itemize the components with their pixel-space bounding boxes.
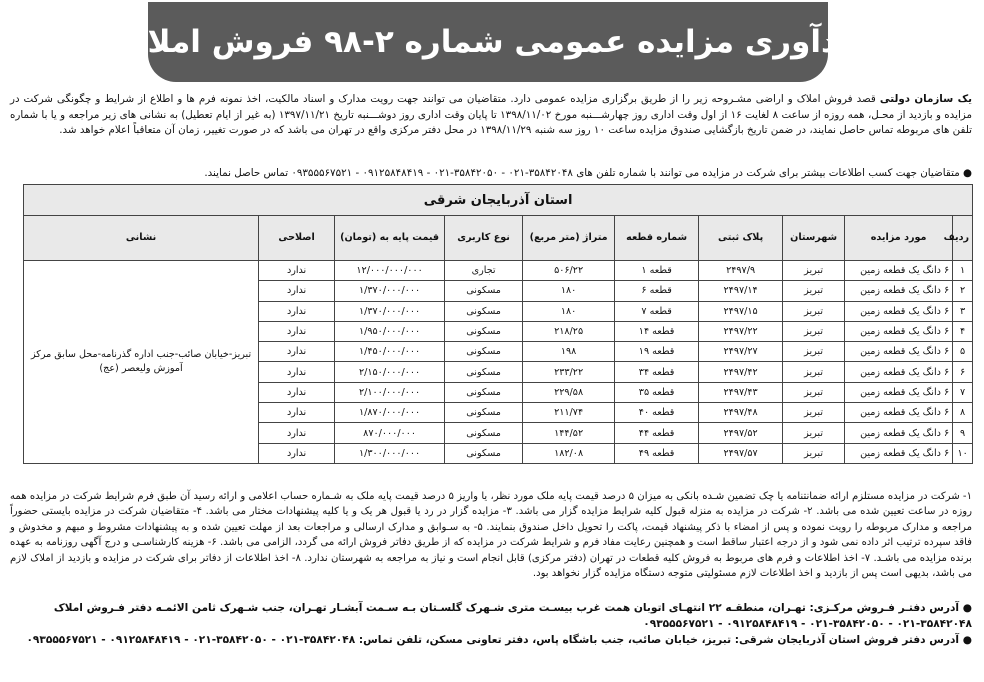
table-cell-fix: ندارد <box>259 443 335 463</box>
table-cell-price: ۱/۹۵۰/۰۰۰/۰۰۰ <box>335 321 445 341</box>
table-cell-piece: قطعه ۳۴ <box>615 362 699 382</box>
table-cell-piece: قطعه ۴۴ <box>615 423 699 443</box>
table-cell-use: مسکونی <box>445 382 523 402</box>
table-cell-city: تبریز <box>783 342 845 362</box>
table-cell-item: ۶ دانگ یک قطعه زمین <box>845 382 953 402</box>
table-cell-fix: ندارد <box>259 281 335 301</box>
table-cell-item: ۶ دانگ یک قطعه زمین <box>845 423 953 443</box>
table-cell-plak: ۲۴۹۷/۱۵ <box>699 301 783 321</box>
table-cell-fix: ندارد <box>259 261 335 281</box>
col-header: ردیف <box>953 216 973 261</box>
table-cell-n: ۱ <box>953 261 973 281</box>
table-cell-city: تبریز <box>783 281 845 301</box>
table-cell-city: تبریز <box>783 443 845 463</box>
contact-note: ● متقاضیان جهت کسب اطلاعات بیشتر برای شرکت در مزایده می توانند با شماره تلفن های ۳۵۸۴۲۰۴۸-۰۲۱ - ۳۵۸۴۲۰۵۰-۰۲۱ - ۰۹۱۲۵۸۴۸۴۱۹ - ۰۹۳۵۵۵۶۷۵۲۱ تماس حاصل نمایند. <box>204 167 972 179</box>
table-cell-plak: ۲۴۹۷/۴۳ <box>699 382 783 402</box>
table-cell-city: تبریز <box>783 382 845 402</box>
address-block <box>10 600 972 648</box>
table-cell-item: ۶ دانگ یک قطعه زمین <box>845 443 953 463</box>
province-header: استان آذربایجان شرقی <box>24 185 973 216</box>
table-cell-use: تجاری <box>445 261 523 281</box>
table-cell-piece: قطعه ۷ <box>615 301 699 321</box>
table-cell-piece: قطعه ۴۹ <box>615 443 699 463</box>
auction-table-wrapper <box>23 184 972 484</box>
table-cell-fix: ندارد <box>259 321 335 341</box>
table-cell-plak: ۲۴۹۷/۴۸ <box>699 403 783 423</box>
table-cell-plak: ۲۴۹۷/۱۴ <box>699 281 783 301</box>
table-cell-city: تبریز <box>783 261 845 281</box>
table-cell-price: ۱۲/۰۰۰/۰۰۰/۰۰۰ <box>335 261 445 281</box>
table-cell-city: تبریز <box>783 362 845 382</box>
table-cell-use: مسکونی <box>445 362 523 382</box>
col-header: متراژ (متر مربع) <box>523 216 615 261</box>
table-cell-fix: ندارد <box>259 362 335 382</box>
table-cell-use: مسکونی <box>445 301 523 321</box>
table-cell-area: ۲۱۸/۲۵ <box>523 321 615 341</box>
table-cell-n: ۱۰ <box>953 443 973 463</box>
table-cell-price: ۲/۱۵۰/۰۰۰/۰۰۰ <box>335 362 445 382</box>
table-cell-fix: ندارد <box>259 301 335 321</box>
table-cell-n: ۶ <box>953 362 973 382</box>
table-cell-plak: ۲۴۹۷/۴۲ <box>699 362 783 382</box>
table-cell-fix: ندارد <box>259 423 335 443</box>
table-cell-item: ۶ دانگ یک قطعه زمین <box>845 321 953 341</box>
col-header: شماره قطعه <box>615 216 699 261</box>
table-cell-area: ۲۲۹/۵۸ <box>523 382 615 402</box>
col-header: اصلاحی <box>259 216 335 261</box>
table-cell-n: ۸ <box>953 403 973 423</box>
table-cell-area: ۲۱۱/۷۴ <box>523 403 615 423</box>
table-cell-fix: ندارد <box>259 403 335 423</box>
table-cell-n: ۴ <box>953 321 973 341</box>
table-cell-item: ۶ دانگ یک قطعه زمین <box>845 281 953 301</box>
table-cell-n: ۹ <box>953 423 973 443</box>
table-cell-use: مسکونی <box>445 321 523 341</box>
table-cell-item: ۶ دانگ یک قطعه زمین <box>845 301 953 321</box>
auction-table <box>23 184 973 464</box>
terms-paragraph <box>10 489 972 581</box>
table-cell-area: ۵۰۶/۲۲ <box>523 261 615 281</box>
table-cell-use: مسکونی <box>445 403 523 423</box>
table-cell-city: تبریز <box>783 301 845 321</box>
central-office-address: ● آدرس دفتـر فـروش مرکـزی: تهـران، منطقـه ۲۲ انتهـای اتوبان همت غرب بیسـت متری شـهرک گلسـتان بـه سـمت آبشـار تهـران، جنب شـهرک ثامن الائمـه دفتر فـروش املاک ۳۵۸۴۲۰۴۸-۰۲۱ - ۳۵۸۴۲۰۵۰-۰۲۱ - ۰۹۱۲۵۸۴۸۴۱۹ - ۰۹۳۵۵۵۶۷۵۲۱ <box>53 602 972 630</box>
table-cell-plak: ۲۴۹۷/۹ <box>699 261 783 281</box>
table-cell-price: ۲/۱۰۰/۰۰۰/۰۰۰ <box>335 382 445 402</box>
property-address: تبریز-خیابان صائب-جنب اداره گذرنامه-محل سابق مرکز آموزش ولیعصر (عج) <box>24 261 259 464</box>
table-cell-area: ۱۸۰ <box>523 301 615 321</box>
table-cell-price: ۱/۳۰۰/۰۰۰/۰۰۰ <box>335 443 445 463</box>
table-cell-area: ۱۸۰ <box>523 281 615 301</box>
table-cell-plak: ۲۴۹۷/۵۷ <box>699 443 783 463</box>
table-cell-area: ۱۴۴/۵۲ <box>523 423 615 443</box>
table-cell-use: مسکونی <box>445 342 523 362</box>
table-cell-fix: ندارد <box>259 382 335 402</box>
table-cell-piece: قطعه ۱۴ <box>615 321 699 341</box>
table-cell-city: تبریز <box>783 321 845 341</box>
col-header: شهرستان <box>783 216 845 261</box>
table-cell-piece: قطعه ۱۹ <box>615 342 699 362</box>
table-cell-price: ۱/۴۵۰/۰۰۰/۰۰۰ <box>335 342 445 362</box>
table-cell-use: مسکونی <box>445 423 523 443</box>
table-cell-n: ۵ <box>953 342 973 362</box>
table-cell-item: ۶ دانگ یک قطعه زمین <box>845 362 953 382</box>
table-cell-area: ۱۹۸ <box>523 342 615 362</box>
intro-text: قصد فروش املاک و اراضی مشـروحه زیر را از طریق برگزاری مزایده عمومی دارد. متقاضیان می توانند جهت رویت مدارک و اسناد مالکیت، اخذ نمونه فرم ها و اطلاع از شرایط و چگونگی شرکت در مزایده و بازدید از محـل، همه روزه از ساعت ۸ لغایت ۱۶ از اول وقت اداری روز چهارشـــنبه مورخ ۱۳۹۸/۱۱/۰۲ تا پایان وقت اداری روز دوشـــنبه تاریخ ۱۳۹۷/۱۱/۲۱ (به غیر از ایام تعطیل) به نشانی های زیر مراجعه و یا با شماره تلفن های مربوطه تماس حاصل نمایند، در ضمن تاریخ بازگشایی صندوق مزایده ساعت ۱۰ روز سه شنبه ۱۳۹۸/۱۱/۲۹ در محل دفتر مرکزی واقع در تهران می باشد که در صورت تغییر، زمان آن متعاقباً اعلام خواهد شد. <box>10 93 973 137</box>
table-cell-piece: قطعه ۴۰ <box>615 403 699 423</box>
table-cell-price: ۱/۳۷۰/۰۰۰/۰۰۰ <box>335 281 445 301</box>
table-body <box>24 261 973 464</box>
table-cell-n: ۳ <box>953 301 973 321</box>
table-cell-n: ۲ <box>953 281 973 301</box>
table-cell-plak: ۲۴۹۷/۵۲ <box>699 423 783 443</box>
table-cell-piece: قطعه ۱ <box>615 261 699 281</box>
province-office-address: ● آدرس دفتر فروش استان آذربایجان شرقی: تبریز، خیابان صائب، جنب باشگاه پاس، دفتر تعاونی مسکن، تلفن تماس: ۳۵۸۴۲۰۴۸-۰۲۱ - ۳۵۸۴۲۰۵۰-۰۲۱ - ۰۹۱۲۵۸۴۸۴۱۹ - ۰۹۳۵۵۵۶۷۵۲۱ <box>26 634 972 646</box>
intro-paragraph <box>10 92 972 139</box>
table-cell-item: ۶ دانگ یک قطعه زمین <box>845 261 953 281</box>
table-cell-n: ۷ <box>953 382 973 402</box>
table-cell-city: تبریز <box>783 403 845 423</box>
table-cell-price: ۸۷۰/۰۰۰/۰۰۰ <box>335 423 445 443</box>
col-header: نشانی <box>24 216 259 261</box>
table-cell-fix: ندارد <box>259 342 335 362</box>
table-cell-city: تبریز <box>783 423 845 443</box>
table-cell-piece: قطعه ۳۵ <box>615 382 699 402</box>
table-cell-item: ۶ دانگ یک قطعه زمین <box>845 403 953 423</box>
table-cell-plak: ۲۴۹۷/۲۲ <box>699 321 783 341</box>
col-header: نوع کاربری <box>445 216 523 261</box>
table-cell-plak: ۲۴۹۷/۲۷ <box>699 342 783 362</box>
terms-text: ۱- شرکت در مزایده مستلزم ارائه ضمانتنامه یا چک تضمین شـده بانکی به میزان ۵ درصد قیمت پایه ملک مورد نظر، یا واریز ۵ درصد قیمت پایه ملک به شـماره حساب اعلامی و ارائه رسید آن طبق فرم شرایط شرکت در مزایده همه روزه در ساعت تعیین شده می باشد. ۲- شرکت در مزایده به منزله قبول کلیه شرایط مزایده گزار می باشد. ۳- مزایده گزار در رد یا قبول هر یک و یا کلیه پیشنهادات مختار می باشد. ۴- متقاضیان شرکت در مزایده بایستی حضوراً مراجعه و مدارک مربوطه را رویت نموده و پس از امضاء با ذکر پیشنهاد قیمت، پاکت را تحویل داخل صندوق بنمایند. ۵- به سـوابق و مدارک ارسالی و مراجعات بعد از مهلت تعیین شده و به پیشنهادات مشروط و مبهم و مخدوش و فاقد سپرده ترتیب اثر داده نمی شود و از درجه اعتبار ساقط است و همچنین رعایت مفاد فرم و شرایط شرکت در مزایده که از طریق دفاتر فروش ارائه می گردد، الزامی می باشد. ۶- هزینه کارشناسـی و درج آگهی روزنامه به عهده برنده مزایده می باشـد. ۷- اخذ اطلاعات و فرم های مربوط به فروش کلیه قطعات در تهران (دفتر مرکزی) قابل انجام است و نیاز به مراجعه به شهرستان ندارد. ۸- اخذ اطلاعات از دفاتر برای شرکت در مزایده و بازدید از املاک لازم می باشد، بدیهی است پس از بازدید و اخذ اطلاعات لازم مسئولیتی متوجه دستگاه مزایده گزار نخواهد بود. <box>10 491 973 580</box>
table-cell-use: مسکونی <box>445 443 523 463</box>
col-header: پلاک ثبتی <box>699 216 783 261</box>
col-header: قیمت پایه به (تومان) <box>335 216 445 261</box>
table-cell-use: مسکونی <box>445 281 523 301</box>
table-cell-item: ۶ دانگ یک قطعه زمین <box>845 342 953 362</box>
table-cell-piece: قطعه ۶ <box>615 281 699 301</box>
col-header: مورد مزایده <box>845 216 953 261</box>
table-cell-price: ۱/۳۷۰/۰۰۰/۰۰۰ <box>335 301 445 321</box>
intro-org: یک سازمان دولتی <box>879 93 972 105</box>
table-cell-area: ۱۸۲/۰۸ <box>523 443 615 463</box>
table-cell-price: ۱/۸۷۰/۰۰۰/۰۰۰ <box>335 403 445 423</box>
page-title: یادآوری مزایده عمومی شماره ۲-۹۸ فروش املاک <box>115 24 861 60</box>
table-cell-area: ۲۳۳/۲۲ <box>523 362 615 382</box>
table-row <box>24 261 973 281</box>
title-banner <box>115 2 861 82</box>
